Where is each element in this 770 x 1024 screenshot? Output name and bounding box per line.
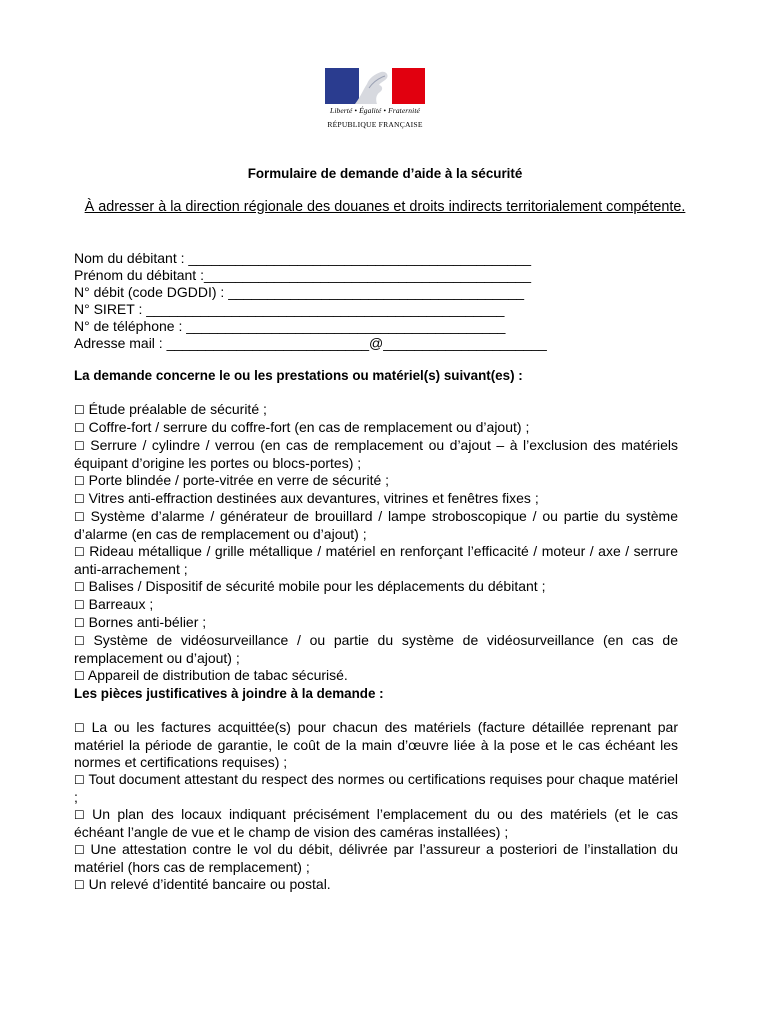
list-item[interactable]: ☐ Porte blindée / porte-vitrée en verre de sécurité ; <box>74 472 390 488</box>
list-item[interactable]: ☐ Balises / Dispositif de sécurité mobile pour les déplacements du débitant ; <box>74 578 546 594</box>
list-item[interactable]: ☐ Un relevé d’identité bancaire ou postal. <box>74 876 331 892</box>
list-item[interactable]: ☐ Coffre-fort / serrure du coffre-fort (en cas de remplacement ou d’ajout) ; <box>74 419 530 435</box>
field-numero-debit[interactable]: N° débit (code DGDDI) : ______________________________________ <box>74 284 525 300</box>
field-prenom[interactable]: Prénom du débitant :__________________________________________ <box>74 267 531 283</box>
checkbox-icon[interactable]: ☐ <box>74 439 85 453</box>
prestations-list <box>74 401 678 685</box>
list-item[interactable]: ☐ Vitres anti-effraction destinées aux devantures, vitrines et fenêtres fixes ; <box>74 490 539 506</box>
list-item[interactable]: ☐ Barreaux ; <box>74 596 154 612</box>
list-item[interactable]: ☐ Appareil de distribution de tabac sécurisé. <box>74 667 348 683</box>
republic-name: RÉPUBLIQUE FRANÇAISE <box>327 120 423 129</box>
republic-motto: Liberté • Égalité • Fraternité <box>330 106 420 115</box>
checkbox-icon[interactable]: ☐ <box>74 580 85 594</box>
pieces-list <box>74 719 678 894</box>
form-subtitle: À adresser à la direction régionale des douanes et droits indirects territorialement compétente. <box>84 199 686 215</box>
republique-francaise-logo <box>322 68 428 129</box>
applicant-fields <box>74 250 694 352</box>
checkbox-icon[interactable]: ☐ <box>74 474 85 488</box>
list-item[interactable]: ☐ Rideau métallique / grille métallique / matériel en renforçant l’efficacité / moteur / axe / serrure anti-arrachement ; <box>74 543 678 577</box>
checkbox-icon[interactable]: ☐ <box>74 721 85 735</box>
list-item[interactable]: ☐ Système d’alarme / générateur de brouillard / lampe stroboscopique / ou partie du système d’alarme (en cas de remplacement ou d’ajout) ; <box>74 508 679 542</box>
checkbox-icon[interactable]: ☐ <box>74 808 85 822</box>
list-item[interactable]: ☐ Un plan des locaux indiquant précisément l’emplacement du ou des matériels (et le cas échéant l’angle de vue et le champ de vision des caméras installées) ; <box>74 806 678 840</box>
checkbox-icon[interactable]: ☐ <box>74 510 85 524</box>
field-adresse-mail[interactable]: Adresse mail : __________________________@_____________________ <box>74 335 547 351</box>
field-siret[interactable]: N° SIRET : ______________________________________________ <box>74 301 505 317</box>
checkbox-icon[interactable]: ☐ <box>74 616 85 630</box>
list-item[interactable]: ☐ Serrure / cylindre / verrou (en cas de remplacement ou d’ajout – à l’exclusion des matériels équipant d’origine les portes ou blocs-portes) ; <box>74 437 678 471</box>
field-telephone[interactable]: N° de téléphone : _________________________________________ <box>74 318 506 334</box>
list-item[interactable]: ☐ La ou les factures acquittée(s) pour chacun des matériels (facture détaillée reprenant par matériel la période de garantie, le coût de la main d’œuvre liée à la pose et le cas échéant les normes et certifications requises) ; <box>74 719 678 770</box>
tricolor-marianne-logo <box>325 68 425 104</box>
checkbox-icon[interactable]: ☐ <box>74 492 85 506</box>
list-item[interactable]: ☐ Bornes anti-bélier ; <box>74 614 207 630</box>
checkbox-icon[interactable]: ☐ <box>74 421 85 435</box>
field-nom[interactable]: Nom du débitant : ____________________________________________ <box>74 250 531 266</box>
checkbox-icon[interactable]: ☐ <box>74 545 85 559</box>
list-item[interactable]: ☐ Tout document attestant du respect des normes ou certifications requises pour chaque matériel ; <box>74 771 679 805</box>
form-title: Formulaire de demande d’aide à la sécurité <box>247 166 523 181</box>
list-item[interactable]: ☐ Système de vidéosurveillance / ou partie du système de vidéosurveillance (en cas de remplacement ou d’ajout) ; <box>74 632 678 666</box>
checkbox-icon[interactable]: ☐ <box>74 403 85 417</box>
checkbox-icon[interactable]: ☐ <box>74 878 85 892</box>
list-item[interactable]: ☐ Étude préalable de sécurité ; <box>74 401 267 417</box>
section-prestations-heading: La demande concerne le ou les prestations ou matériel(s) suivant(es) : <box>74 368 523 383</box>
checkbox-icon[interactable]: ☐ <box>74 773 85 787</box>
checkbox-icon[interactable]: ☐ <box>74 669 85 683</box>
list-item[interactable]: ☐ Une attestation contre le vol du débit, délivrée par l’assureur a posteriori de l’installation du matériel (hors cas de remplacement) ; <box>74 841 679 875</box>
checkbox-icon[interactable]: ☐ <box>74 843 85 857</box>
checkbox-icon[interactable]: ☐ <box>74 598 85 612</box>
section-pieces-heading: Les pièces justificatives à joindre à la demande : <box>74 686 384 701</box>
checkbox-icon[interactable]: ☐ <box>74 634 85 648</box>
